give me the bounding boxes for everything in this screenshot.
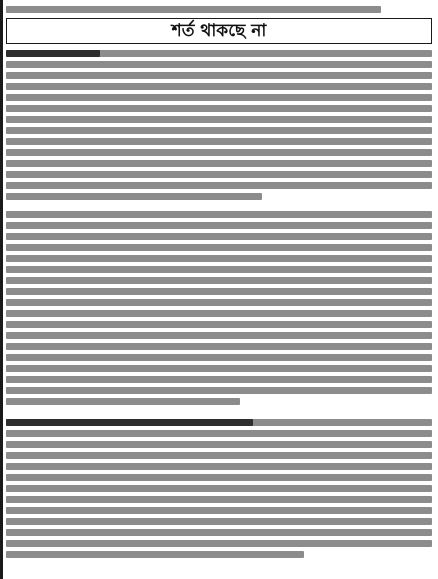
headline-text: শর্ত থাকছে না <box>171 21 267 41</box>
text-line-placeholder <box>6 463 432 470</box>
text-line-placeholder <box>6 211 432 218</box>
text-line-placeholder <box>6 354 432 361</box>
text-line-placeholder <box>6 72 432 79</box>
text-line-placeholder <box>6 551 304 558</box>
text-line-placeholder <box>6 193 262 200</box>
text-line-placeholder <box>6 387 432 394</box>
text-line-placeholder <box>6 94 432 101</box>
text-line-placeholder <box>6 266 432 273</box>
text-line-placeholder <box>6 127 432 134</box>
paragraph-1 <box>6 48 432 207</box>
text-line-placeholder <box>6 299 432 306</box>
text-line-placeholder <box>6 222 432 229</box>
text-line-placeholder <box>6 430 432 437</box>
paragraph-2 <box>6 209 432 415</box>
paragraph-3 <box>6 417 432 569</box>
text-line-placeholder <box>6 452 432 459</box>
text-line-placeholder <box>6 160 432 167</box>
text-line-placeholder <box>6 244 432 251</box>
text-line-placeholder <box>6 518 432 525</box>
text-line-placeholder <box>6 288 432 295</box>
text-line-placeholder <box>6 105 432 112</box>
text-line-placeholder <box>6 474 432 481</box>
text-line-placeholder <box>6 529 432 536</box>
text-line-placeholder <box>6 343 432 350</box>
text-line-placeholder <box>6 485 432 492</box>
lead-phrase-placeholder <box>6 50 100 57</box>
text-line-placeholder <box>6 171 432 178</box>
previous-article-tail <box>6 2 432 13</box>
text-line-placeholder <box>6 496 432 503</box>
column-edge-bar <box>0 0 3 579</box>
text-line-placeholder <box>6 233 432 240</box>
text-line-placeholder <box>6 182 432 189</box>
text-line-placeholder <box>6 507 432 514</box>
text-line-placeholder <box>6 540 432 547</box>
text-line-placeholder <box>6 310 432 317</box>
article-headline <box>6 18 432 44</box>
text-line-placeholder <box>6 6 381 13</box>
text-line-placeholder <box>6 277 432 284</box>
text-line-placeholder <box>6 255 432 262</box>
text-line-placeholder <box>6 138 432 145</box>
text-line-placeholder <box>6 365 432 372</box>
text-line-placeholder <box>6 441 432 448</box>
text-line-placeholder <box>6 83 432 90</box>
lead-phrase-placeholder <box>6 419 253 426</box>
text-line-placeholder <box>6 149 432 156</box>
text-line-placeholder <box>6 116 432 123</box>
text-line-placeholder <box>6 376 432 383</box>
text-line-placeholder <box>6 398 240 405</box>
article-column <box>6 0 432 569</box>
text-line-placeholder <box>6 61 432 68</box>
text-line-placeholder <box>6 321 432 328</box>
text-line-placeholder <box>6 332 432 339</box>
